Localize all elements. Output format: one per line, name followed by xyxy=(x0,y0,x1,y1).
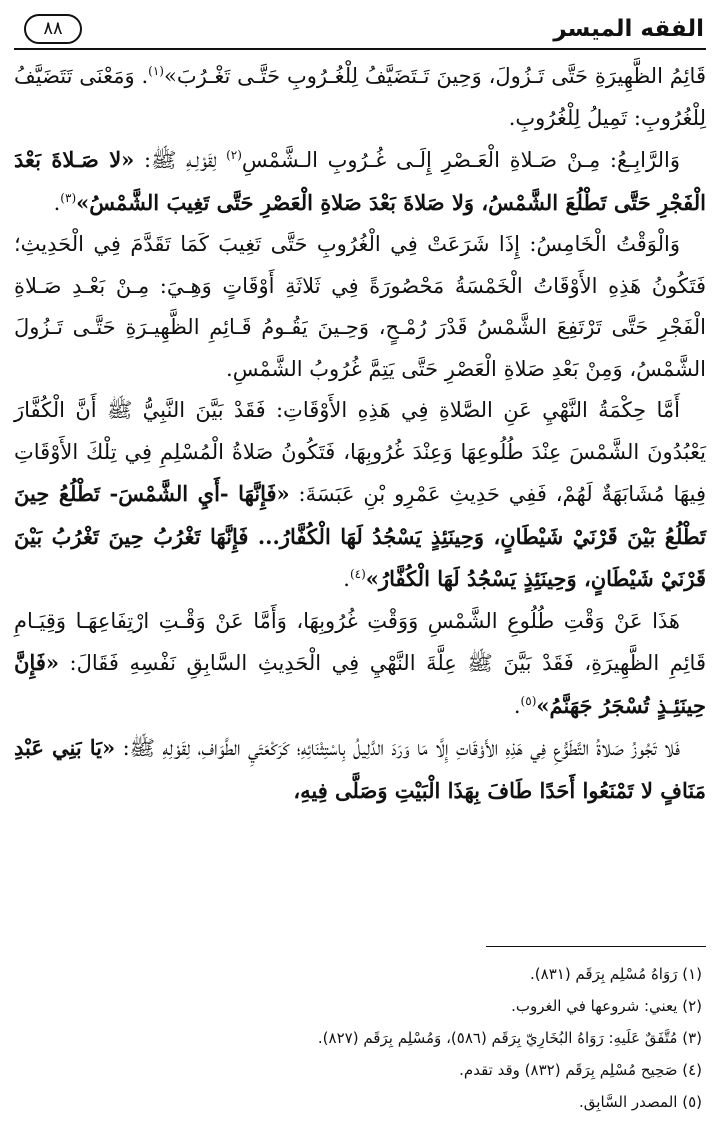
footnote-ref: (٢) xyxy=(226,148,242,162)
paragraph xyxy=(14,56,706,139)
hadith-quote: «يَا بَنِي عَبْدِ مَنَافٍ لا تَمْنَعُوا أَحَدًا طَافَ بِهَذَا الْبَيْتِ وَصَلَّى فِيهِ، xyxy=(14,735,706,803)
page-header xyxy=(14,10,706,50)
footnote-ref: (١) xyxy=(148,64,164,78)
book-title: الفقه الميسر xyxy=(553,15,704,42)
text-run: لِقَوْلِـهِ ﷺ: xyxy=(134,148,227,172)
hadith-quote: «فَإِنَّهَا -أَيِ الشَّمْسَ- تَطْلُعُ حِينَ تَطْلُعُ بَيْنَ قَرْنَيْ شَيْطَانٍ، وَحِينَئِذٍ يَسْجُدُ لَهَا الْكُفَّارُ... فَإِنَّهَا تَغْرُبُ حِينَ تَغْرُبُ بَيْنَ قَرْنَيْ شَيْطَانٍ، وَحِينَئِذٍ يَسْجُدُ لَهَا الْكُفَّارُ» xyxy=(14,481,706,591)
paragraph xyxy=(14,601,706,728)
paragraph xyxy=(14,390,706,601)
main-text xyxy=(14,56,706,812)
page-number-badge: ٨٨ xyxy=(24,14,82,44)
text-run: وَالرَّابِـعُ: مِـنْ صَـلاةِ الْعَـصْرِ إِلَـى غُـرُوبِ الـشَّمْسِ xyxy=(241,148,680,172)
footnotes xyxy=(14,958,702,1118)
footnote-divider xyxy=(486,946,706,947)
text-run: . xyxy=(513,693,521,718)
footnote-4: (٤) صَحِيح مُسْلِم بِرَقَم (٨٣٢) وقد تقدم. xyxy=(459,1061,702,1079)
text-run: وَالْوَقْتُ الْخَامِسُ: إِذَا شَرَعَتْ فِي الْغُرُوبِ حَتَّى تَغِيبَ كَمَا تَقَدَّمَ فِي الْحَدِيثِ؛ فَتَكُونُ هَذِهِ الأَوْقَاتُ الْخَمْسَةُ مَحْصُورَةً فِي ثَلاثَةِ أَوْقَاتٍ وَهِـيَ: مِـنْ بَعْـدِ صَـلاةِ الْفَجْرِ حَتَّى تَرْتَفِعَ الشَّمْسُ قَدْرَ رُمْـحٍ، وَحِـينَ يَقُـومُ قَـائِمِ الظَّهِيـرَةِ حَتَّـى تَـزُولَ الشَّمْسُ، وَمِنْ بَعْدِ صَلاةِ الْعَصْرِ حَتَّى يَتِمَّ غُرُوبُ الشَّمْسِ. xyxy=(14,232,706,381)
footnote-3: (٣) مُتَّفَقٌ عَلَيهِ: رَوَاهُ البُخَارِيّ بِرَقَم (٥٨٦)، وَمُسْلِم بِرَقَم (٨٢٧). xyxy=(317,1029,702,1047)
hadith-quote: «فَإِنَّ حِينَئِـذٍ تُسْجَرُ جَهَنَّمُ» xyxy=(14,650,706,718)
text-run: . وَمَعْنَى تَتَضَيَّفُ لِلْغُرُوبِ: تَمِيلُ لِلْغُرُوبِ. xyxy=(14,64,706,130)
text-run: . xyxy=(343,567,350,591)
paragraph xyxy=(14,727,706,812)
footnote-5: (٥) المصدر السَّابِق. xyxy=(579,1093,702,1111)
paragraph xyxy=(14,224,706,390)
footnote-1: (١) رَوَاهُ مُسْلِم بِرَقَم (٨٣١). xyxy=(530,965,702,983)
footnote-2: (٢) يعني: شروعها في الغروب. xyxy=(511,997,702,1015)
text-run: . xyxy=(53,190,61,215)
text-run: فَلا تَجُوزُ صَلاةُ التَّطَوُّعِ فِي هَذِهِ الأَوْقَاتِ إِلَّا مَا وَرَدَ الدَّلِيلُ بِاسْتِثْنَائِهِ؛ كَرَكْعَتَيِ الطَّوَافِ، لِقَوْلِهِ ﷺ: xyxy=(115,736,680,760)
text-run: أَمَّا حِكْمَةُ النَّهْيِ عَنِ الصَّلاةِ فِي هَذِهِ الأَوْقَاتِ: فَقَدْ بَيَّنَ النَّبِيُّ ﷺ أَنَّ الْكُفَّارَ يَعْبُدُونَ الشَّمْسَ عِنْدَ طُلُوعِهَا وَعِنْدَ غُرُوبِهَا، فَتَكُونُ صَلاةُ الْمُسْلِمِ فِي تِلْكَ الأَوْقَاتِ فِيهَا مُشَابَهَةٌ لَهُمْ، فَفِي حَدِيثِ عَمْرِو بْنِ عَبَسَةَ: xyxy=(14,398,706,506)
footnote-ref: (٤) xyxy=(349,567,366,581)
text-run: هَذَا عَنْ وَقْتِ طُلُوعِ الشَّمْسِ وَوَقْتِ غُرُوبِهَا، وَأَمَّا عَنْ وَقْـتِ ارْتِفَاعِهَـا وَقِيَـامِ قَائِمِ الظَّهِيرَةِ، فَقَدْ بَيَّنَ ﷺ عِلَّةَ النَّهْيِ فِي الْحَدِيثِ السَّابِقِ نَفْسِهِ فَقَالَ: xyxy=(14,608,706,675)
footnote-ref: (٣) xyxy=(60,190,77,205)
hadith-quote: «لا صَـلاةَ بَعْدَ الْفَجْرِ حَتَّى تَطْلُعَ الشَّمْسُ، وَلا صَلاةَ بَعْدَ صَلاةِ الْعَصْرِ حَتَّى تَغِيبَ الشَّمْسُ» xyxy=(14,147,706,215)
text-run: قَائِمُ الظَّهِيرَةِ حَتَّى تَـزُولَ، وَحِينَ تَـتَضَيَّفُ لِلْغُـرُوبِ حَتَّـى تَغْـرُبَ» xyxy=(163,64,706,88)
footnote-ref: (٥) xyxy=(520,693,537,708)
paragraph xyxy=(14,139,706,224)
